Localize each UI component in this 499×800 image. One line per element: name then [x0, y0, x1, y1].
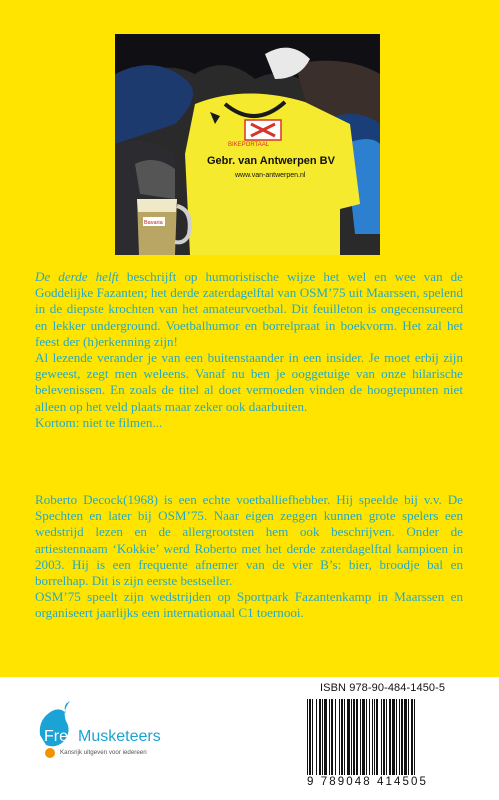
barcode-bar [307, 699, 308, 775]
barcode-bar [322, 699, 323, 775]
blurb-paragraph-1-text: beschrijft op humoristische wijze het wel en wee van de Goddelijke Fazanten; het derde zaterdagelftal van OSM’75 uit Maarssen, spelend in de diepste krochten van het amateurvoetbal. Dit feuilleton is ongecensureerd en lekker underground. Voetbalhumor en borrelpraat in boekvorm. Het zal het feest der (h)erkenning zijn! [35, 269, 463, 349]
barcode-bar [366, 699, 367, 775]
publisher-logo-graphic [36, 697, 206, 767]
barcode-bar [414, 699, 415, 775]
publisher-logo [36, 697, 206, 767]
barcode-bar [381, 699, 382, 775]
barcode-bar [411, 699, 413, 775]
barcode-bar [316, 699, 317, 775]
barcode-bar [401, 699, 403, 775]
barcode-bar [376, 699, 378, 775]
barcode-bar [399, 699, 400, 775]
barcode-bar [369, 699, 370, 775]
barcode-bar [341, 699, 343, 775]
barcode-bar [312, 699, 313, 775]
barcode-bar [339, 699, 340, 775]
jug-label-text: Bavaria [144, 220, 163, 226]
cover-photo [115, 34, 380, 255]
back-cover-blurb [35, 269, 463, 431]
barcode-bar [362, 699, 365, 775]
publisher-name-part1: Free [44, 728, 77, 745]
barcode-bar [324, 699, 327, 775]
author-bio [35, 492, 463, 622]
isbn-digits: 9 789048 414505 [307, 776, 429, 788]
blurb-paragraph-3: Kortom: niet te filmen... [35, 414, 163, 430]
barcode-bar [372, 699, 373, 775]
barcode-bar [309, 699, 311, 775]
blurb-paragraph-2: Al lezende verander je van een buitenstaander in een insider. Je moet erbij zijn geweest, zegt men weleens. Vanaf nu ben je ooggetuige van onze hilarische belevenissen. En zoals de titel al doet vermoeden vinden de hoogtepunten niet alleen op het veld plaats maar zeker ook daarbuiten. [35, 350, 463, 414]
barcode [307, 699, 457, 775]
barcode-bar [389, 699, 391, 775]
shirt-badge-text: BIKEPORTAAL [228, 142, 270, 148]
barcode-bar [408, 699, 409, 775]
barcode-bar [392, 699, 395, 775]
barcode-bar [374, 699, 375, 775]
barcode-bar [383, 699, 385, 775]
barcode-bar [404, 699, 407, 775]
dot-icon [45, 748, 55, 758]
barcode-bar [344, 699, 345, 775]
shirt-url-text: www.van-antwerpen.nl [235, 172, 306, 179]
barcode-bar [329, 699, 330, 775]
barcode-bar [319, 699, 321, 775]
barcode-bar [356, 699, 358, 775]
barcode-bar [351, 699, 352, 775]
isbn-label: ISBN 978-90-484-1450-5 [320, 682, 446, 694]
barcode-bar [347, 699, 350, 775]
book-title-italic: De derde helft [35, 269, 119, 284]
publisher-name-part2: Musketeers [78, 728, 161, 745]
barcode-bar [353, 699, 355, 775]
bio-paragraph-1: Roberto Decock(1968) is een echte voetballiefhebber. Hij speelde bij v.v. De Spechten en later bij OSM’75. Naar eigen zeggen kunnen grote spelers een wedstrijd lezen en de allergrootsten hem ook beschrijven. Onder de artiestennaam ‘Kokkie’ werd Roberto met het derde zaterdagelftal kampioen in 2003. Hij is een frequente afnemer van de vier B’s: bier, broodje bal en borrelhap. Dit is zijn eerste bestseller. [35, 492, 463, 589]
barcode-bar [360, 699, 361, 775]
barcode-bar [386, 699, 387, 775]
blurb-paragraph-1 [35, 269, 463, 350]
photo-illustration [115, 34, 380, 255]
shirt-sponsor-text: Gebr. van Antwerpen BV [207, 155, 335, 167]
publisher-tagline: Kansrijk uitgeven voor iedereen [60, 749, 147, 756]
footer [0, 677, 499, 800]
barcode-bar [396, 699, 397, 775]
barcode-bar [335, 699, 336, 775]
barcode-bar [331, 699, 333, 775]
bio-paragraph-2: OSM’75 speelt zijn wedstrijden op Sportpark Fazantenkamp in Maarssen en organiseert jaarlijks een internationaal C1 toernooi. [35, 589, 463, 621]
